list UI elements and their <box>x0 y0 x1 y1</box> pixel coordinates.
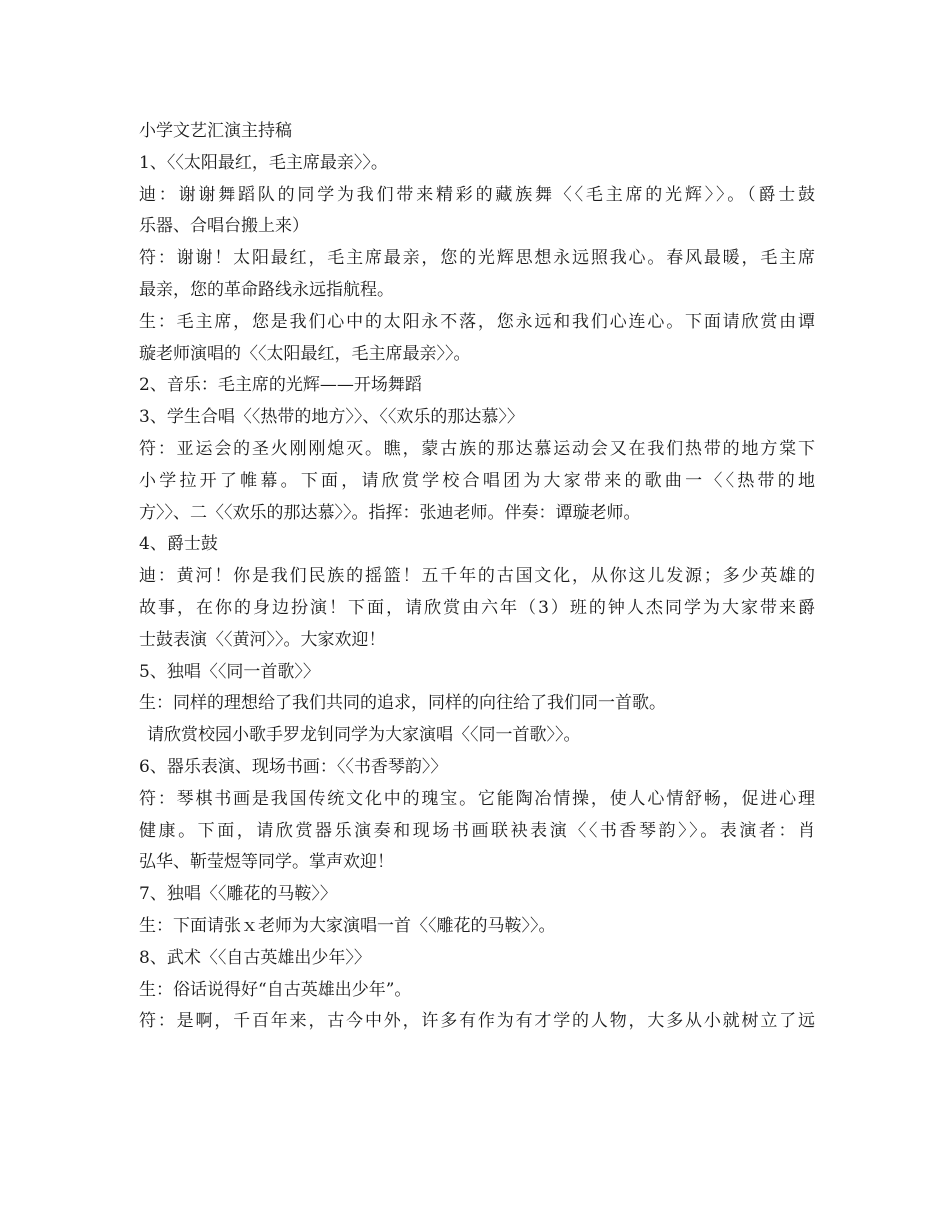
paragraph-line: 健康。下面，请欣赏器乐演奏和现场书画联袂表演〈〈书香琴韵〉〉。表演者：肖 <box>139 820 815 841</box>
section-heading-3: 3、学生合唱〈〈热带的地方〉〉、〈〈欢乐的那达慕〉〉 <box>139 407 524 428</box>
section-heading-2: 2、音乐：毛主席的光辉——开场舞蹈 <box>139 375 422 396</box>
section-heading-5: 5、独唱〈〈同一首歌〉〉 <box>139 661 320 682</box>
document-body <box>139 116 815 1038</box>
paragraph-line: 最亲，您的革命路线永远指航程。 <box>139 279 394 300</box>
paragraph-line: 乐器、合唱台搬上来） <box>139 216 309 237</box>
paragraph-line: 生：俗话说得好“自古英雄出少年”。 <box>139 979 412 1000</box>
paragraph-line: 生：同样的理想给了我们共同的追求，同样的向往给了我们同一首歌。 <box>139 693 666 714</box>
paragraph-line: 小学拉开了帷幕。下面，请欣赏学校合唱团为大家带来的歌曲一〈〈热带的地 <box>139 470 815 491</box>
paragraph-line: 迪：黄河！你是我们民族的摇篮！五千年的古国文化，从你这儿发源；多少英雄的 <box>139 566 815 587</box>
section-heading-7: 7、独唱〈〈雕花的马鞍〉〉 <box>139 884 337 905</box>
section-heading-8: 8、武术〈〈自古英雄出少年〉〉 <box>139 947 371 968</box>
paragraph-line: 符：是啊，千百年来，古今中外，许多有作为有才学的人物，大多从小就树立了远 <box>139 1011 815 1032</box>
section-heading-4: 4、爵士鼓 <box>139 534 218 555</box>
paragraph-line: 故事，在你的身边扮演！下面，请欣赏由六年（3）班的钟人杰同学为大家带来爵 <box>139 597 815 618</box>
paragraph-line: 符：亚运会的圣火刚刚熄灭。瞧，蒙古族的那达慕运动会又在我们热带的地方棠下 <box>139 438 815 459</box>
document-title: 小学文艺汇演主持稿 <box>139 121 292 141</box>
section-heading-6: 6、器乐表演、现场书画：〈〈书香琴韵〉〉 <box>139 756 448 777</box>
paragraph-line: 弘华、靳莹煜等同学。掌声欢迎！ <box>139 852 394 873</box>
paragraph-line: 生：下面请张ｘ老师为大家演唱一首〈〈雕花的马鞍〉〉。 <box>139 915 556 936</box>
paragraph-line: 士鼓表演〈〈黄河〉〉。大家欢迎！ <box>139 629 386 650</box>
paragraph-line: 符：谢谢！太阳最红，毛主席最亲，您的光辉思想永远照我心。春风最暖，毛主席 <box>139 248 815 269</box>
paragraph-line: 璇老师演唱的〈〈太阳最红，毛主席最亲〉〉。 <box>139 343 471 364</box>
section-heading-1: 1、〈〈太阳最红，毛主席最亲〉〉。 <box>139 152 388 173</box>
paragraph-line: 符：琴棋书画是我国传统文化中的瑰宝。它能陶冶情操，使人心情舒畅，促进心理 <box>139 788 815 809</box>
paragraph-line: 方〉〉、二〈〈欢乐的那达慕〉〉。指挥：张迪老师。伴奏：谭璇老师。 <box>139 502 641 523</box>
paragraph-line: 迪：谢谢舞蹈队的同学为我们带来精彩的藏族舞〈〈毛主席的光辉〉〉。（爵士鼓 <box>139 184 815 205</box>
paragraph-line: 请欣赏校园小歌手罗龙钊同学为大家演唱〈〈同一首歌〉〉。 <box>147 725 581 746</box>
paragraph-line: 生：毛主席，您是我们心中的太阳永不落，您永远和我们心连心。下面请欣赏由谭 <box>139 311 815 332</box>
